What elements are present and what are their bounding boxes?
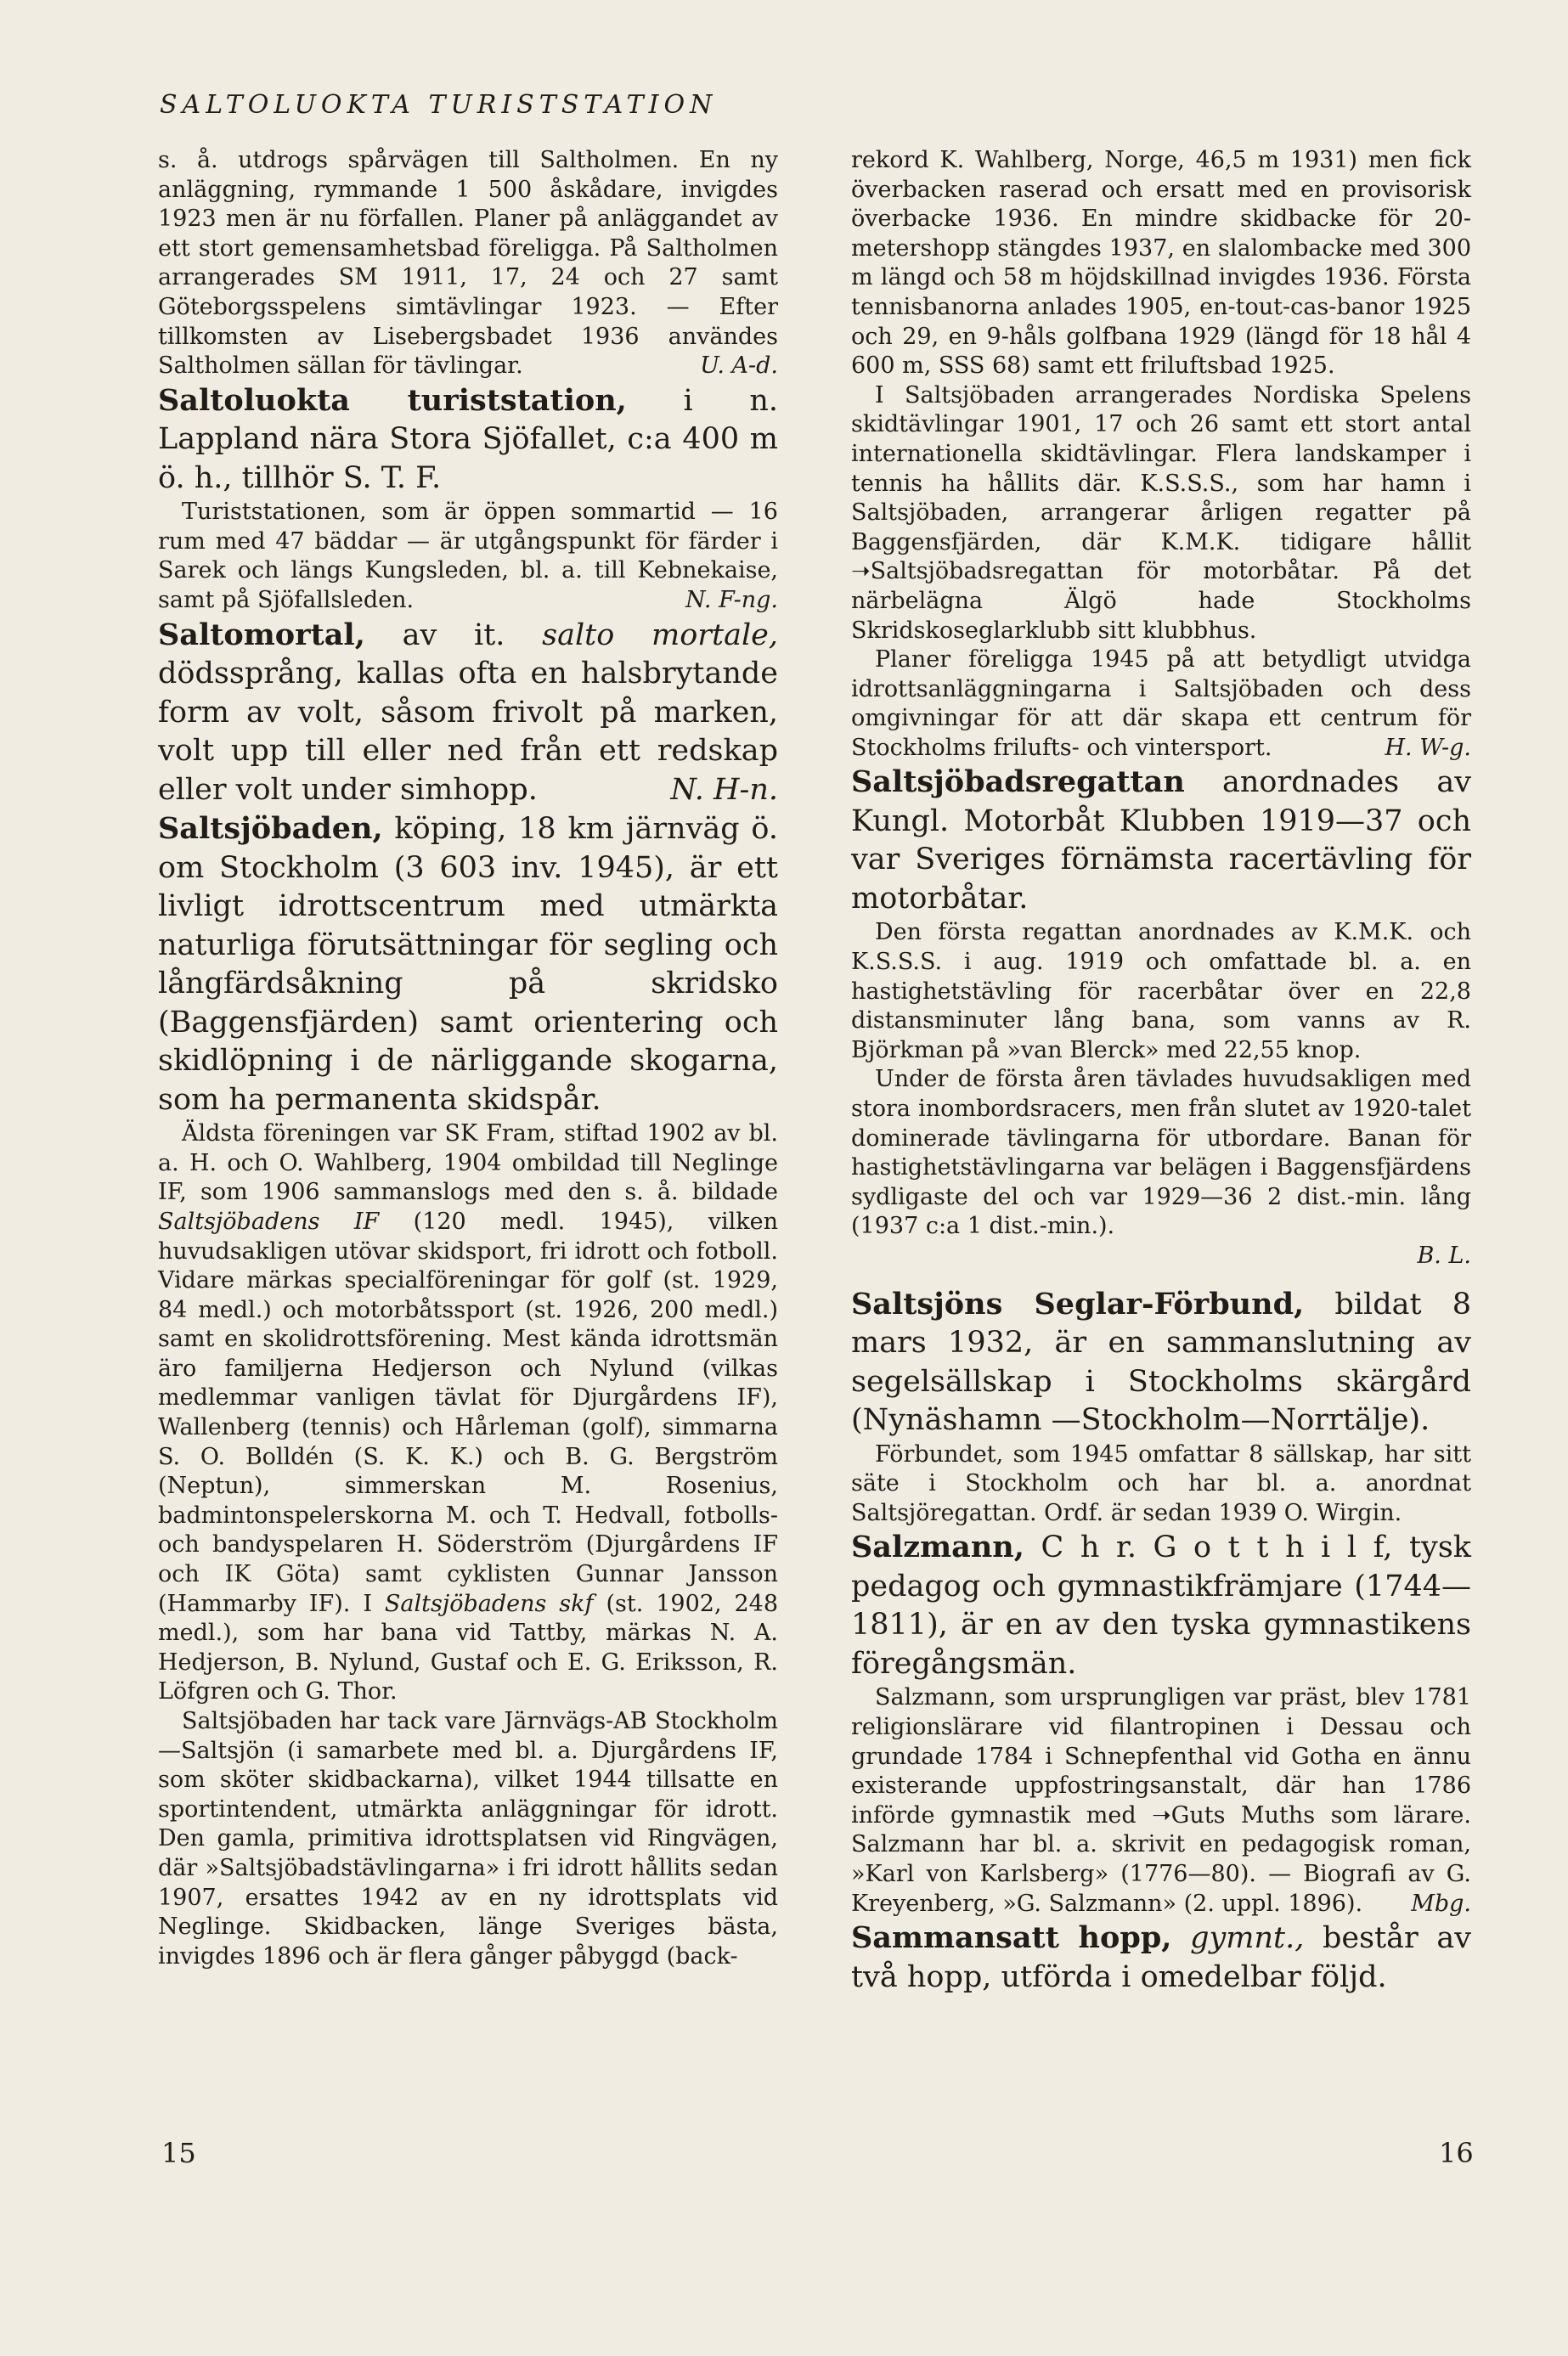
entry-headword: Sammansatt hopp, (851, 1920, 1172, 1956)
paragraph-text: Planer föreligga 1945 på att betydligt utvidga idrottsanläggningarna i Saltsjöbaden och dess omgivningar för att där skapa ett centrum för Stockholms frilufts- och vintersport. (851, 646, 1471, 761)
paragraph: Saltsjöbaden har tack vare Järnvägs-AB Stockholm—Saltsjön (i samarbete med bl. a. Djurgårdens IF, som sköter skidbackarna), vilket 1944 tillsatte en sportintendent, utmärkta anläggningar för idrott. Den gamla, primitiva idrottsplatsen vid Ringvägen, där »Saltsjöbadstävlingarna» i fri idrott hållits sedan 1907, ersattes 1942 av en ny idrottsplats vid Neglinge. Skidbacken, länge Sveriges bästa, invigdes 1896 och är flera gånger påbyggd (back- (158, 1708, 778, 1970)
paragraph-text: Turiststationen, som är öppen sommartid — 16 rum med 47 bäddar — är utgångspunkt för färder i Sarek och längs Kungsleden, bl. a. till Kebnekaise, samt på Sjöfallsleden. (158, 499, 778, 614)
paragraph-italic: Saltsjöbadens IF (158, 1208, 380, 1235)
author-signature: N. F-ng. (685, 587, 778, 614)
paragraph (158, 1119, 778, 1707)
entry-italic: salto mortale, (542, 617, 778, 652)
entry-text: bildat 8 mars 1932, är en sammanslutning av segelsällskap i Stockholms skärgård (Nynäshamn —Stockholm—Norrtälje). (851, 1287, 1471, 1438)
paragraph-text: I Saltsjöbaden arrangerades Nordiska Spelens skidtävlingar 1901, 17 och 26 samt ett stort antal internationella skidtävlingar. Flera landskamper i tennis ha hållits där. K.S.S.S., som har hamn i Saltsjöbaden, arrangerar årligen regatter på Baggensfjärden, där K.M.K. tidigare hållit (851, 381, 1471, 555)
entry-text: i n. Lappland nära Stora Sjöfallet, c:a 400 m ö. h., tillhör S. T. F. (158, 383, 778, 495)
entry-spaced-name: C h r. G o t t h i l f, (1024, 1530, 1393, 1565)
author-signature: B. L. (1417, 1243, 1471, 1269)
entry-italic: gymnt., (1171, 1921, 1305, 1956)
cross-reference-arrow-icon: ➝ (1152, 1801, 1171, 1829)
entry-headword: Saltsjöns Seglar-Förbund, (851, 1286, 1305, 1322)
paragraph: Förbundet, som 1945 omfattar 8 sällskap, har sitt säte i Stockholm och har bl. a. anordnat Saltsjöregattan. Ordf. är sedan 1939 O. Wirgin. (851, 1440, 1471, 1526)
paragraph (851, 645, 1471, 763)
entry-saltoluokta (158, 381, 778, 499)
paragraph (851, 1683, 1471, 1919)
paragraph: rekord K. Wahlberg, Norge, 46,5 m 1931) men fick överbacken raserad och ersatt med en provisorisk överbacke 1936. En mindre skidbacke för 20-metershopp stängdes 1937, en slalombacke med 300 m längd och 58 m höjdskillnad invigdes 1936. Första tennisbanorna anlades 1905, en-tout-cas-banor 1925 och 29, en 9-håls golfbana 1929 (längd för 18 hål 4 600 m, SSS 68) samt ett friluftsbad 1925. (851, 147, 1471, 380)
paragraph-text: Guts Muths som lärare. Salzmann har bl. a. skrivit en pedagogisk roman, »Karl von Karlsberg» (1776—80). — Biografi av G. Kreyenberg, »G. Salzmann» (2. uppl. 1896). (851, 1801, 1471, 1917)
cross-reference-arrow-icon: ➝ (851, 558, 871, 585)
page-number-right: 16 (1439, 2137, 1474, 2169)
entry-headword: Saltomortal, (158, 617, 365, 652)
entry-saltomortal (158, 616, 778, 810)
author-signature: Mbg. (1411, 1890, 1471, 1917)
entry-text: anordnades av Kungl. Motorbåt Klubben 1919—37 och var Sveriges förnämsta racertävling för motorbåtar. (851, 765, 1471, 916)
entry-text: av it. (364, 617, 543, 652)
author-signature: N. H-n. (670, 772, 778, 807)
entry-saltsjons-seglar-forbund (851, 1285, 1471, 1440)
paragraph-text: Äldsta föreningen var SK Fram, stiftad 1902 av bl. a. H. och O. Wahlberg, 1904 ombildad till Neglinge IF, som 1906 sammanslogs med den s. å. bildade (158, 1120, 778, 1206)
entry-text: köping, 18 km järnväg ö. om Stockholm (3 603 inv. 1945), är ett livligt idrottscentrum med utmärkta naturliga förutsättningar för segling och långfärdsåkning på skridsko (Baggensfjärden) samt orientering och skidlöpning i de närliggande skogarna, som ha permanenta skidspår. (158, 812, 778, 1117)
paragraph-text: (120 medl. 1945), vilken huvudsakligen utövar skidsport, fri idrott och fotboll. Vidare märkas specialföreningar för golf (st. 1929, 84 medl.) och motorbåtssport (st. 1926, 200 medl.) samt en skolidrottsförening. Mest kända idrottsmän äro familjerna Hedjerson och Nylund (vilkas medlemmar vanligen tävlat för Djurgårdens IF), Wallenberg (tennis) och Hårleman (golf), simmarna S. O. Bolldén (S. K. K.) och B. G. Bergström (Neptun), simmerskan M. Rosenius, badmintonspelerskorna M. och T. Hedvall, fotbolls- och bandyspelaren H. Söderström (Djurgårdens IF och IK Göta) samt cyklisten Gunnar Jansson (Hammarby IF). I (158, 1208, 778, 1617)
author-signature: H. W-g. (1385, 734, 1471, 761)
entry-text: består av två hopp, utförda i omedelbar följd. (851, 1921, 1471, 1994)
entry-saltsjobaden (158, 809, 778, 1119)
page-number-left: 15 (161, 2137, 196, 2169)
author-signature: U. A-d. (700, 352, 778, 380)
left-column (158, 146, 778, 1971)
paragraph (158, 498, 778, 615)
entry-text: tysk pedagog och gymnastikfrämjare (1744—1811), är en av den tyska gymnastikens föregångsmän. (851, 1530, 1471, 1681)
paragraph-text: Salzmann, som ursprungligen var präst, blev 1781 religionslärare vid filantropinen i Dessau och grundade 1784 i Schnepfenthal vid Gotha en ännu existerande uppfostringsanstalt, där han 1786 införde gymnastik med (851, 1684, 1471, 1829)
paragraph: Under de första åren tävlades huvudsakligen med stora inombordsracers, men från slutet av 1920-talet dominerade tävlingarna för utbordare. Banan för hastighetstävlingarna var belägen i Baggensfjärdens sydligaste del och var 1929—36 2 dist.-min. lång (1937 c:a 1 dist.-min.). (851, 1066, 1471, 1240)
paragraph: Den första regattan anordnades av K.M.K. och K.S.S.S. i aug. 1919 och omfattade bl. a. en hastighetstävling för racerbåtar över en 22,8 distansminuter lång bana, som vanns av R. Björkman på »van Blerck» med 22,55 knop. (851, 919, 1471, 1063)
entry-saltsjobadsregattan (851, 763, 1471, 918)
right-column (851, 146, 1471, 1997)
entry-text: dödssprång, kallas ofta en halsbrytande form av volt, såsom frivolt på marken, volt upp till eller ned från ett redskap eller volt under simhopp. (158, 657, 778, 807)
entry-sammansatt-hopp (851, 1919, 1471, 1997)
entry-headword: Salzmann, (851, 1530, 1024, 1565)
paragraph-text: s. å. utdrogs spårvägen till Saltholmen. En ny anläggning, rymmande 1 500 åskådare, invigdes 1923 men är nu förfallen. Planer på anläggandet av ett stort gemensamhetsbad föreligga. På Saltholmen arrangerades SM 1911, 17, 24 och 27 samt Göteborgsspelens simtävlingar 1923. — Efter tillkomsten av Lisebergsbadet 1936 användes Saltholmen sällan för tävlingar. (158, 147, 778, 380)
paragraph-text: Saltsjöbadsregattan för motorbåtar. På det närbelägna Älgö hade Stockholms Skridskoseglarklubb sitt klubbhus. (851, 558, 1471, 644)
entry-salzmann (851, 1528, 1471, 1683)
entry-headword: Saltoluokta turiststation, (158, 382, 627, 418)
entry-headword: Saltsjöbaden, (158, 811, 383, 847)
running-head: SALTOLUOKTA TURISTSTATION (160, 90, 718, 120)
paragraph-italic: Saltsjöbadens skf (384, 1590, 594, 1617)
paragraph (851, 381, 1471, 645)
paragraph-text: (st. 1902, 248 medl.), som har bana vid Tattby, märkas N. A. Hedjerson, B. Nylund, Gustaf och E. G. Eriksson, R. Löfgren och G. Thor. (158, 1590, 778, 1705)
entry-headword: Saltsjöbadsregattan (851, 764, 1185, 800)
paragraph (158, 146, 778, 381)
